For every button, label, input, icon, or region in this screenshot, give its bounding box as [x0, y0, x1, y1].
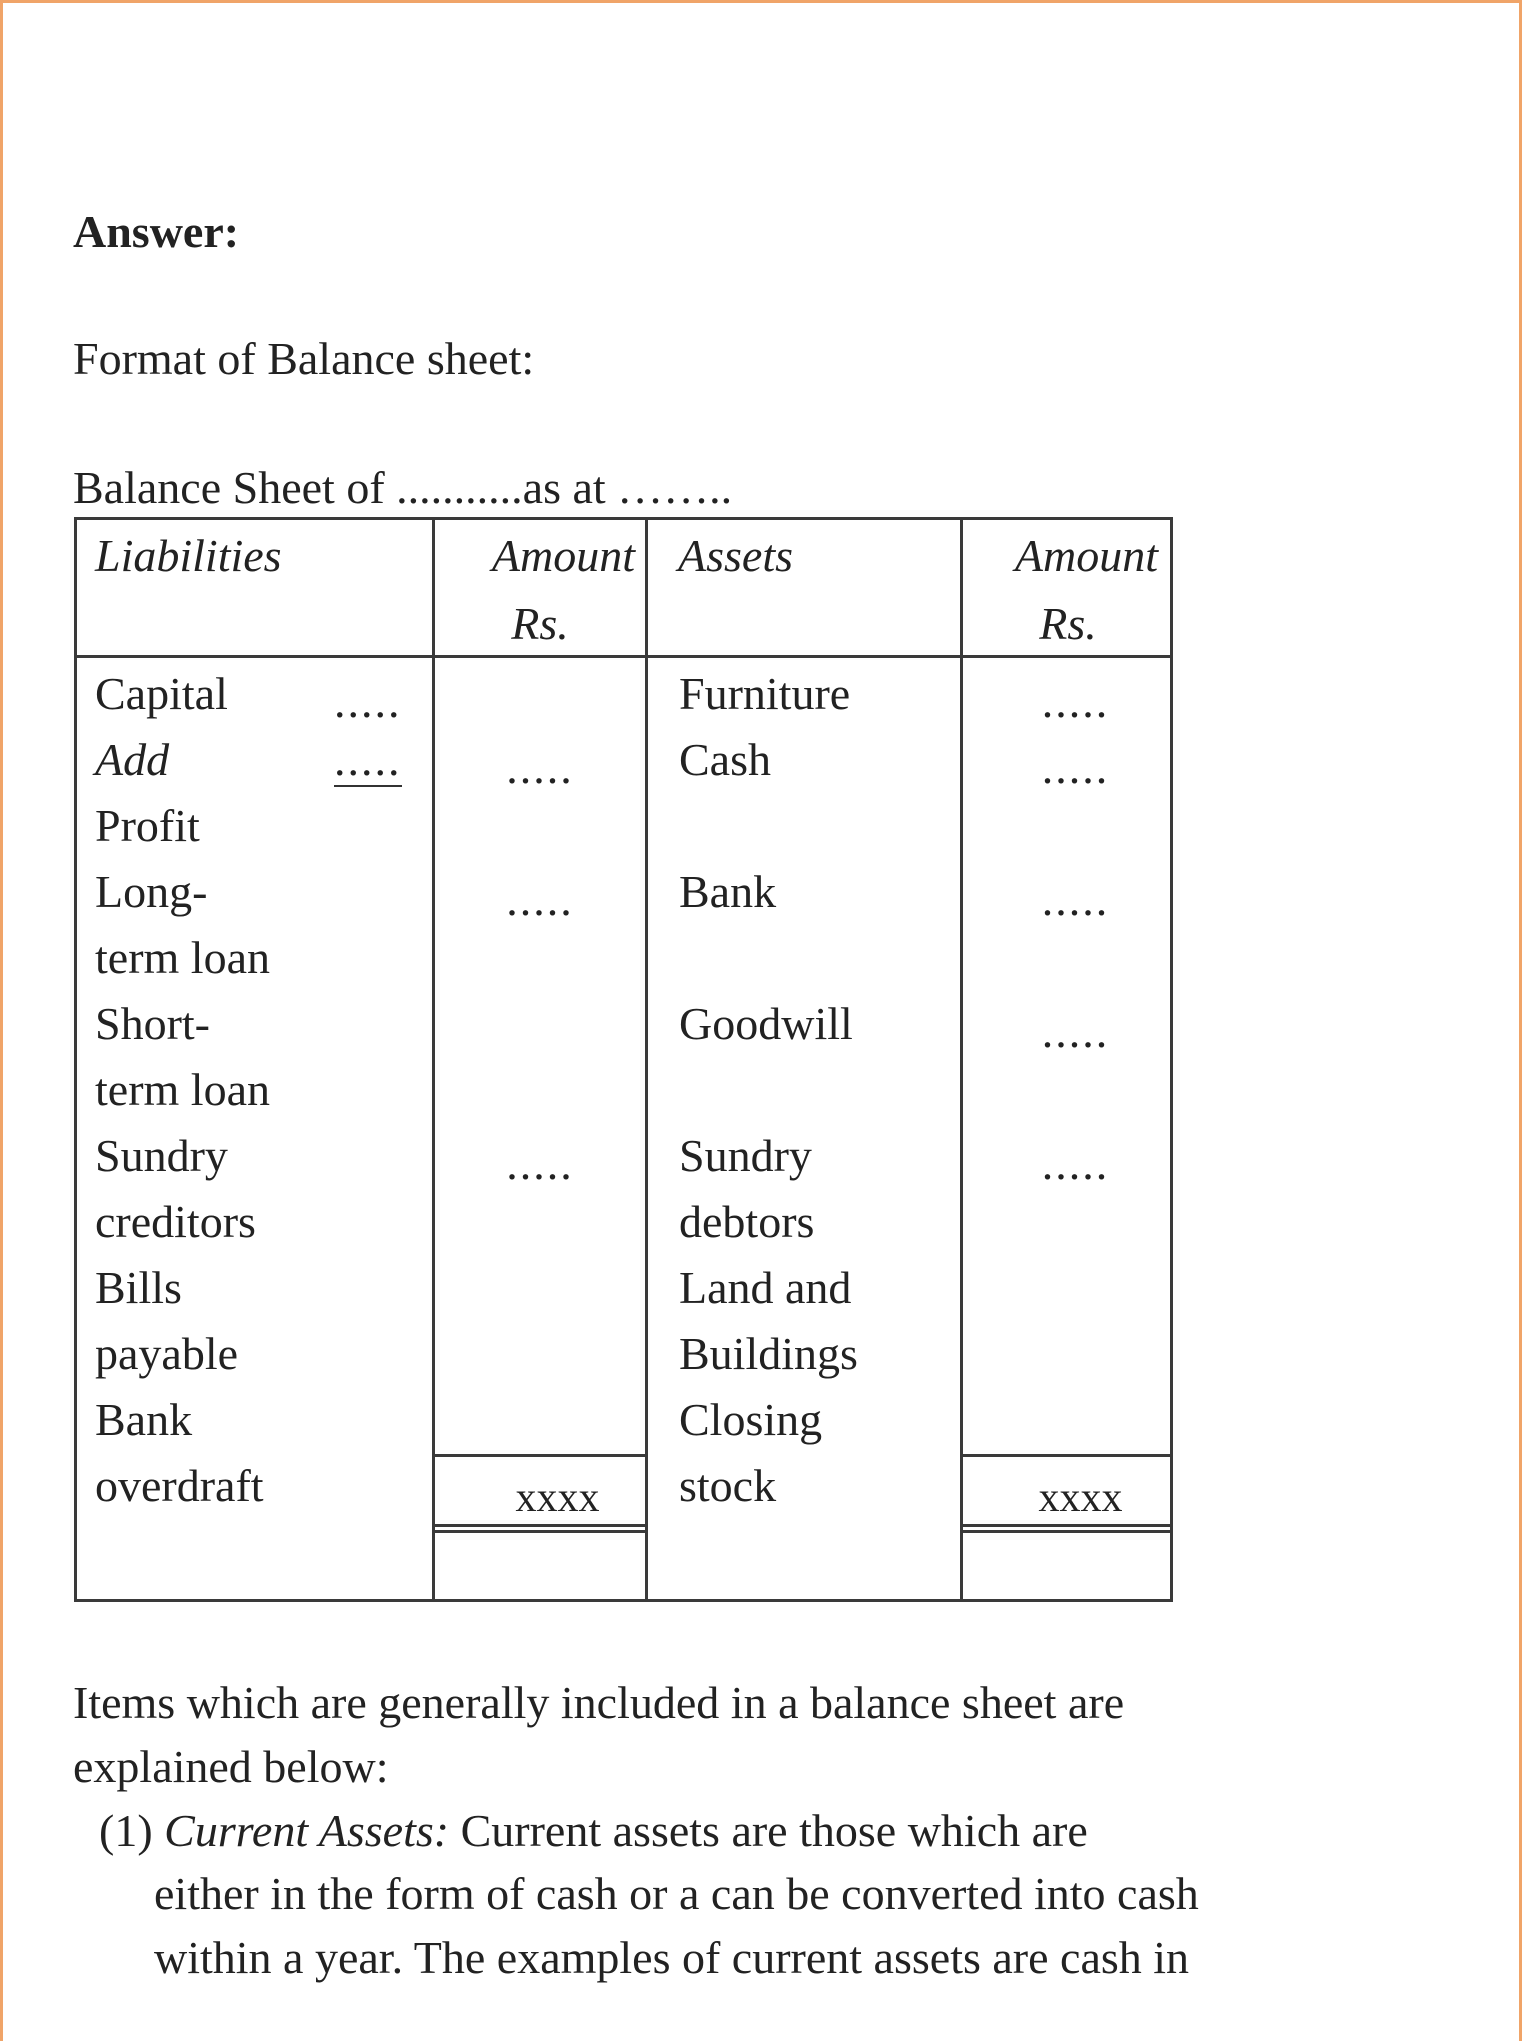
asset-item: Cash — [679, 734, 771, 785]
liability-item: term loan — [95, 1064, 270, 1115]
asset-amount: ..... — [1041, 874, 1110, 925]
liability-amount: ..... — [506, 874, 574, 925]
liability-item: overdraft — [95, 1460, 264, 1511]
liability-item: term loan — [95, 932, 270, 983]
paragraph-line: either in the form of cash or a can be converted into cash — [154, 1868, 1199, 1919]
liability-item: Bills — [95, 1262, 182, 1313]
header-currency: Rs. — [511, 598, 569, 649]
asset-item: debtors — [679, 1196, 815, 1247]
asset-item: Closing — [679, 1394, 823, 1445]
liabilities-total: xxxx — [515, 1475, 600, 1521]
assets-total: xxxx — [1038, 1475, 1123, 1521]
page-border-left — [0, 0, 3, 2041]
asset-item: stock — [679, 1460, 777, 1511]
asset-item: Furniture — [679, 668, 851, 719]
paragraph-line: Items which are generally included in a balance sheet are — [73, 1677, 1125, 1728]
table-title: Balance Sheet of ...........as at …….. — [73, 462, 733, 513]
page-border-top — [0, 0, 1522, 3]
liability-item: Add — [95, 734, 170, 785]
asset-item: Land and — [679, 1262, 852, 1313]
answer-heading: Answer: — [73, 206, 240, 257]
header-assets: Assets — [678, 530, 793, 581]
list-number: (1) — [99, 1805, 153, 1856]
liability-item: Profit — [95, 800, 200, 851]
liability-item: Short- — [95, 998, 210, 1049]
list-term: Current Assets: — [164, 1805, 450, 1856]
liability-item: creditors — [95, 1196, 256, 1247]
asset-amount: ..... — [1041, 676, 1110, 727]
paragraph-line: within a year. The examples of current assets are cash in — [154, 1932, 1190, 1983]
header-amount: Amount — [1014, 530, 1158, 581]
header-currency: Rs. — [1039, 598, 1097, 649]
column-divider — [432, 517, 435, 1602]
asset-item: Sundry — [679, 1130, 812, 1181]
asset-item: Goodwill — [679, 998, 853, 1049]
header-amount: Amount — [491, 530, 635, 581]
asset-item: Buildings — [679, 1328, 858, 1379]
total-line — [960, 1454, 1173, 1457]
profit-placeholder: ..... — [334, 734, 402, 785]
paragraph-line: explained below: — [73, 1741, 389, 1792]
asset-amount: ..... — [1041, 1006, 1110, 1057]
asset-item: Bank — [679, 866, 777, 917]
liability-item: Long- — [95, 866, 208, 917]
asset-amount: ..... — [1041, 742, 1110, 793]
liability-item: Bank — [95, 1394, 193, 1445]
liability-item: Capital — [95, 668, 228, 719]
total-line — [432, 1454, 648, 1457]
list-text: Current assets are those which are — [460, 1805, 1088, 1856]
column-divider — [645, 517, 648, 1602]
header-liabilities: Liabilities — [95, 530, 282, 581]
liability-item: Sundry — [95, 1130, 228, 1181]
asset-amount: ..... — [1041, 1138, 1110, 1189]
list-item-current-assets — [99, 1801, 1088, 1861]
liability-amount: ..... — [506, 1138, 574, 1189]
liability-item: payable — [95, 1328, 239, 1379]
format-subheading: Format of Balance sheet: — [73, 333, 535, 384]
capital-placeholder: ..... — [334, 676, 402, 727]
liability-amount: ..... — [506, 742, 574, 793]
